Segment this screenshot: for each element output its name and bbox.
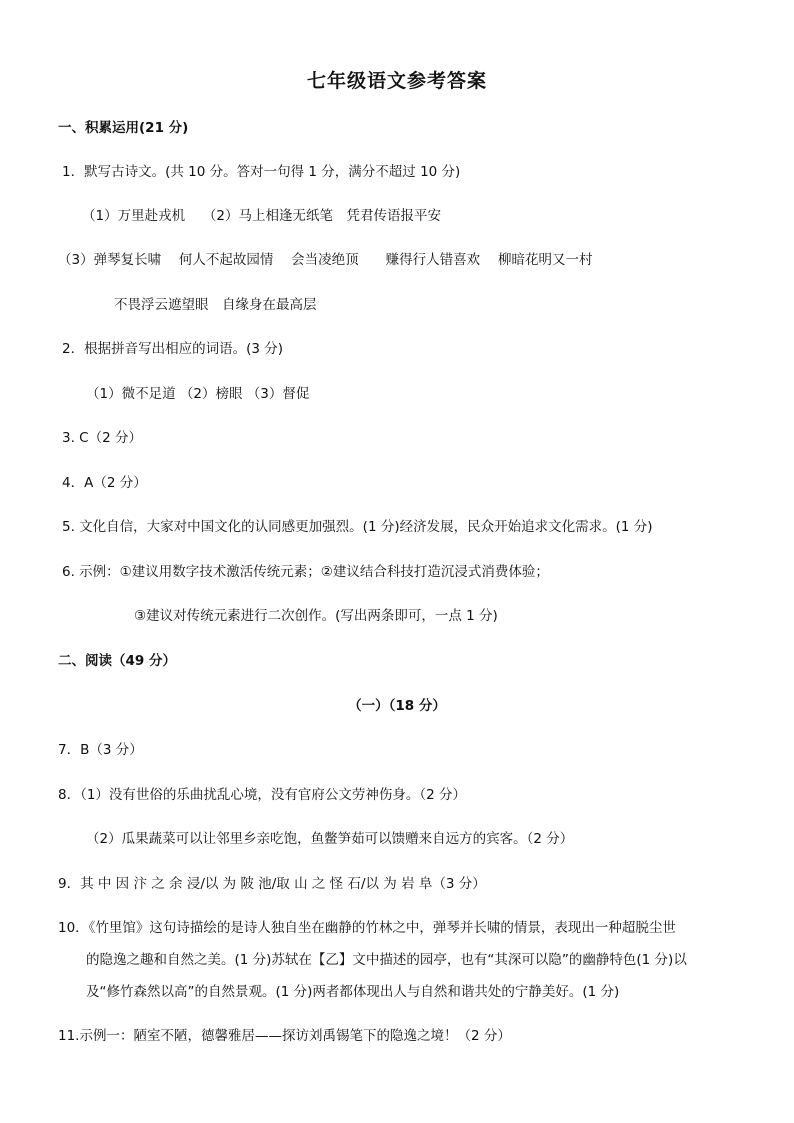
answer-3: 3. C（2 分）: [62, 430, 142, 446]
answer-5: 5. 文化自信，大家对中国文化的认同感更加强烈。(1 分)经济发展，民众开始追求文化需求。(1 分): [62, 519, 653, 535]
answer-1-line-1: （1）万里赴戎机 （2）马上相逢无纸笔 凭君传语报平安: [82, 208, 441, 224]
answer-9: 9．其 中 因 汴 之 余 浸/以 为 陂 池/取 山 之 怪 石/以 为 岩 阜（3 分）: [58, 876, 486, 892]
section-heading-accumulation: 一、积累运用(21 分): [58, 120, 189, 136]
answer-1-line-2: （3）弹琴复长啸 何人不起故园情 会当凌绝顶 赚得行人错喜欢 柳暗花明又一村: [58, 252, 593, 268]
answer-7: 7．B（3 分）: [58, 742, 143, 758]
answer-6-line-1: 6. 示例：①建议用数字技术激活传统元素；②建议结合科技打造沉浸式消费体验；: [62, 564, 549, 580]
answer-8-line-2: （2）瓜果蔬菜可以让邻里乡亲吃饱，鱼鳖笋茹可以馈赠来自远方的宾客。（2 分）: [86, 831, 574, 847]
answer-10-line-2: 的隐逸之趣和自然之美。(1 分)苏轼在【乙】文中描述的园亭，也有“其深可以隐”的幽静特色(1 分)以: [86, 952, 687, 968]
answer-11: 11.示例一：陋室不陋，德馨雅居——探访刘禹锡笔下的隐逸之境！（2 分）: [58, 1028, 511, 1044]
answer-1-line-3: 不畏浮云遮望眼 自缘身在最高层: [114, 297, 317, 313]
answer-2: （1）微不足道 （2）榜眼 （3）督促: [86, 386, 310, 402]
answer-10-line-3: 及“修竹森然以高”的自然景观。(1 分)两者都体现出人与自然和谐共处的宁静美好。(1 分): [86, 984, 620, 1000]
section-heading-reading: 二、阅读（49 分）: [58, 653, 176, 669]
part-heading-1: （一）（18 分）: [348, 698, 446, 714]
question-2: 2．根据拼音写出相应的词语。(3 分): [62, 341, 284, 357]
document-title: 七年级语文参考答案: [306, 70, 487, 92]
question-1: 1．默写古诗文。(共 10 分。答对一句得 1 分，满分不超过 10 分): [62, 164, 461, 180]
answer-8-line-1: 8．（1）没有世俗的乐曲扰乱心境，没有官府公文劳神伤身。（2 分）: [58, 787, 467, 803]
answer-6-line-2: ③建议对传统元素进行二次创作。(写出两条即可，一点 1 分): [134, 608, 498, 624]
answer-10-line-1: 10．《竹里馆》这句诗描绘的是诗人独自坐在幽静的竹林之中，弹琴并长啸的情景，表现出一种超脱尘世: [58, 920, 676, 936]
answer-4: 4．A（2 分）: [62, 475, 147, 491]
